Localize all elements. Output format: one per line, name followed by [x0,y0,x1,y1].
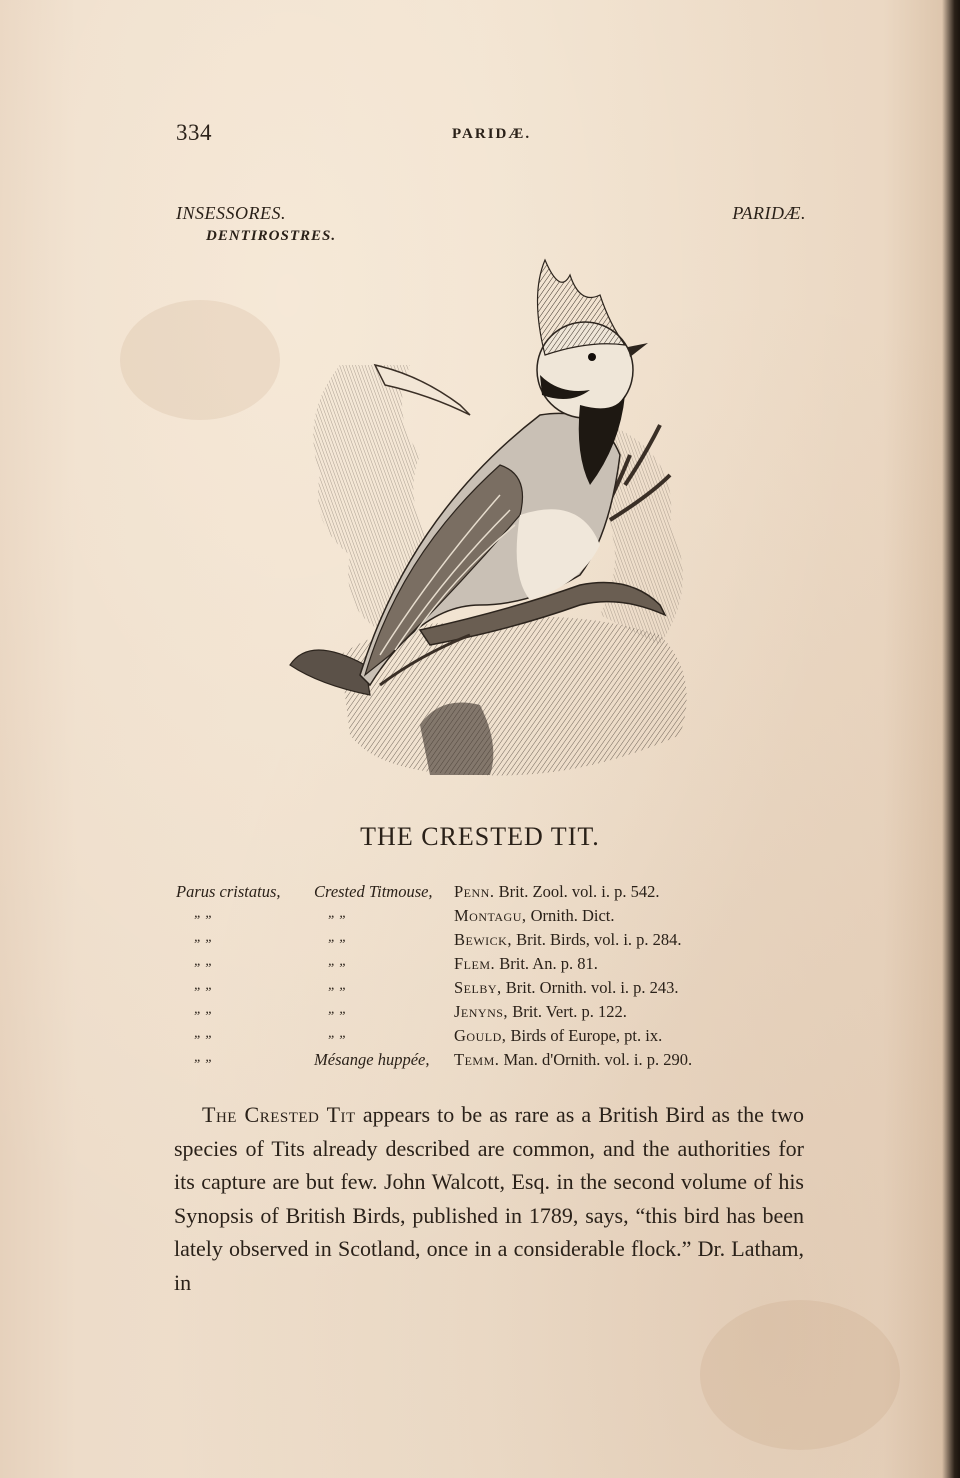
synonym-author: Gould, [454,1026,507,1045]
paper-stain [120,300,280,420]
synonymy-row [176,978,816,1002]
ditto-marks: „ „ [194,1026,214,1041]
synonymy-list [176,882,816,1074]
synonym-common: Crested Titmouse, [314,882,433,901]
synonym-ref: Brit. Vert. p. 122. [512,1002,627,1021]
synonym-reference [454,906,615,926]
paragraph-text: appears to be as rare as a British Bird as the two species of Tits already described are common, and the authorities for its capture are but few. John Walcott, Esq. in the second volume of his Synopsis of British Birds, published in 1789, says, “this bird has been lately observed in Scotland, once in a considerable flock.” Dr. Latham, in [174,1102,804,1295]
page-edge-shadow [942,0,960,1478]
synonym-latin: Parus cristatus, [176,882,281,901]
ditto-marks: „ „ [194,906,214,921]
ditto-marks: „ „ [328,1026,348,1041]
synonymy-row [176,1050,816,1074]
synonym-author: Selby, [454,978,502,997]
synonym-reference [454,1050,692,1070]
synonym-ref: Birds of Europe, pt. ix. [510,1026,663,1045]
synonym-author: Temm. [454,1050,500,1069]
synonymy-row [176,906,816,930]
synonym-ref: Ornith. Dict. [530,906,615,925]
synonym-reference [454,930,682,950]
synonymy-row [176,1026,816,1050]
synonymy-row [176,930,816,954]
ditto-marks: „ „ [194,978,214,993]
ditto-marks: „ „ [194,930,214,945]
synonym-author: Jenyns, [454,1002,509,1021]
crested-tit-engraving-icon [280,255,720,780]
page-number: 334 [176,120,212,145]
ditto-marks: „ „ [194,1050,214,1065]
synonym-author: Flem. [454,954,496,973]
ditto-marks: „ „ [194,1002,214,1017]
paper-stain [700,1300,900,1450]
synonym-reference [454,1002,627,1022]
synonym-ref: Brit. An. p. 81. [499,954,598,973]
synonymy-row [176,1002,816,1026]
body-paragraph [174,1098,804,1300]
running-title: PARIDÆ. [452,126,532,142]
order-label: INSESSORES. [176,203,286,223]
synonym-ref: Man. d'Ornith. vol. i. p. 290. [503,1050,693,1069]
synonym-author: Montagu, [454,906,527,925]
synonym-reference [454,1026,662,1046]
species-title: THE CRESTED TIT. [360,822,600,851]
synonym-common: Mésange huppée, [314,1050,430,1069]
synonym-reference [454,882,659,902]
ditto-marks: „ „ [328,954,348,969]
synonymy-row [176,882,816,906]
synonym-ref: Brit. Birds, vol. i. p. 284. [516,930,682,949]
ditto-marks: „ „ [328,930,348,945]
ditto-marks: „ „ [328,978,348,993]
ditto-marks: „ „ [328,1002,348,1017]
family-label: PARIDÆ. [732,203,806,223]
ditto-marks: „ „ [194,954,214,969]
synonym-ref: Brit. Ornith. vol. i. p. 243. [505,978,679,997]
suborder-label: DENTIROSTRES. [206,228,337,244]
synonym-reference [454,954,598,974]
synonym-ref: Brit. Zool. vol. i. p. 542. [498,882,660,901]
synonym-author: Penn. [454,882,495,901]
body-text [174,1098,804,1300]
synonym-author: Bewick, [454,930,512,949]
lead-small-caps: The Crested Tit [202,1102,356,1127]
synonymy-row [176,954,816,978]
synonym-reference [454,978,679,998]
ditto-marks: „ „ [328,906,348,921]
